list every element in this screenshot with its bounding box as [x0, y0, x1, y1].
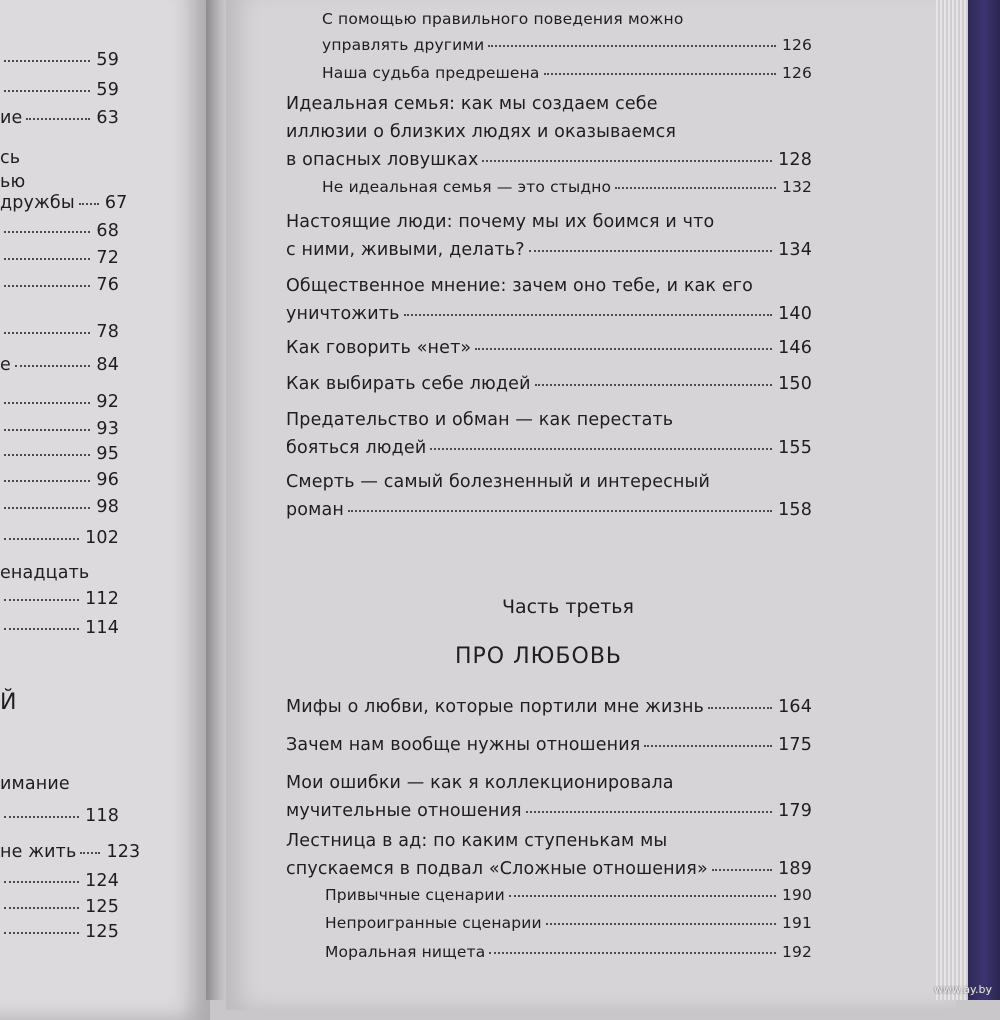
left-toc-row — [0, 922, 119, 942]
dot-leader — [4, 60, 90, 62]
toc-entry-title: Моральная нищета — [325, 943, 486, 961]
left-toc-page: 96 — [96, 470, 119, 490]
toc-entry — [325, 914, 812, 932]
dot-leader — [488, 45, 776, 47]
toc-entry-title: уничтожить — [286, 304, 400, 324]
dot-leader — [482, 160, 772, 162]
toc-entry-title: с ними, живыми, делать? — [286, 240, 525, 260]
toc-entry-line: Лестница в ад: по каким ступенькам мы — [286, 831, 668, 851]
left-toc-page: 67 — [104, 193, 128, 213]
toc-entry-title: бояться людей — [286, 438, 427, 458]
left-toc-page: 72 — [96, 248, 119, 268]
left-toc-page: 59 — [96, 50, 119, 70]
toc-entry-page: 164 — [778, 697, 812, 717]
dot-leader — [430, 448, 772, 450]
dot-leader — [4, 816, 79, 818]
dot-leader — [348, 510, 772, 512]
left-toc-row — [0, 355, 119, 375]
left-toc-text: сь — [0, 148, 21, 168]
left-toc-row — [0, 172, 119, 192]
toc-entry-line: Мои ошибки — как я коллекционировала — [286, 773, 674, 793]
toc-entry-page: 140 — [778, 304, 812, 324]
toc-entry-title: Как выбирать себе людей — [286, 374, 531, 394]
dot-leader — [404, 314, 773, 316]
dot-leader — [712, 869, 772, 871]
left-toc-text: ью — [0, 172, 26, 192]
part-label: Часть третья — [502, 596, 634, 618]
toc-entry — [286, 697, 812, 717]
dot-leader — [15, 365, 91, 367]
toc-entry — [286, 304, 812, 324]
left-toc-row — [0, 50, 119, 70]
left-toc-page: 92 — [96, 392, 119, 412]
toc-entry-title: Не идеальная семья — это стыдно — [322, 178, 612, 196]
left-toc-row — [0, 470, 119, 490]
left-toc-page: 95 — [96, 444, 119, 464]
book-cover-edge — [968, 0, 1000, 1000]
dot-leader — [526, 811, 773, 813]
toc-entry-page: 146 — [778, 338, 812, 358]
left-toc-page: 125 — [85, 922, 119, 942]
toc-entry-page: 132 — [781, 178, 812, 196]
toc-entry-line: С помощью правильного поведения можно — [322, 10, 684, 28]
toc-entry-page: 150 — [778, 374, 812, 394]
toc-entry — [325, 943, 812, 961]
dot-leader — [4, 402, 90, 404]
left-toc-row — [0, 444, 119, 464]
left-toc-text: е — [0, 355, 11, 375]
toc-entry-page: 192 — [781, 943, 812, 961]
dot-leader — [546, 923, 776, 925]
dot-leader — [4, 231, 90, 233]
left-toc-page: 112 — [85, 589, 119, 609]
toc-entry-title: мучительные отношения — [286, 801, 522, 821]
toc-entry-page: 158 — [778, 500, 812, 520]
left-toc-row — [0, 690, 40, 715]
left-toc-row — [0, 774, 119, 794]
left-toc-row — [0, 618, 119, 638]
toc-entry — [322, 36, 812, 54]
dot-leader — [4, 907, 79, 909]
toc-entry-title: роман — [286, 500, 344, 520]
left-toc-text: Й — [0, 690, 17, 715]
left-toc-row — [0, 497, 119, 517]
toc-entry-title: Мифы о любви, которые портили мне жизнь — [286, 697, 705, 717]
dot-leader — [708, 707, 772, 709]
page-edge — [936, 0, 970, 1000]
dot-leader — [4, 881, 79, 883]
left-toc-page: 84 — [96, 355, 119, 375]
left-toc-page: 125 — [85, 897, 119, 917]
toc-entry — [286, 240, 812, 260]
left-toc-page: 98 — [96, 497, 119, 517]
toc-entry-title: в опасных ловушках — [286, 150, 479, 170]
left-toc-row — [0, 108, 119, 128]
left-toc-page: 123 — [106, 842, 141, 862]
left-toc-row — [0, 248, 119, 268]
dot-leader — [4, 538, 79, 540]
toc-entry-page: 126 — [781, 36, 812, 54]
toc-entry-title: Как говорить «нет» — [286, 338, 472, 358]
left-toc-page: 63 — [96, 108, 119, 128]
toc-entry — [286, 374, 812, 394]
dot-leader — [4, 628, 79, 630]
toc-entry-line: Настоящие люди: почему мы их боимся и что — [286, 212, 715, 232]
toc-entry-page: 126 — [781, 64, 812, 82]
left-toc-page: 114 — [85, 618, 119, 638]
toc-entry-page: 155 — [778, 438, 812, 458]
dot-leader — [489, 952, 776, 954]
toc-entry-page: 128 — [778, 150, 812, 170]
dot-leader — [4, 258, 90, 260]
dot-leader — [4, 480, 90, 482]
left-toc-page: 76 — [96, 275, 119, 295]
left-toc-page: 59 — [96, 80, 119, 100]
toc-entry-page: 175 — [778, 735, 812, 755]
left-toc-row — [0, 221, 119, 241]
left-toc-text: дружбы — [0, 193, 75, 213]
toc-entry — [322, 178, 812, 196]
toc-entry-line: Предательство и обман — как перестать — [286, 410, 674, 430]
toc-entry — [322, 64, 812, 82]
toc-entry — [325, 886, 812, 904]
dot-leader — [529, 250, 772, 252]
dot-leader — [4, 285, 90, 287]
dot-leader — [4, 90, 90, 92]
toc-entry — [286, 338, 812, 358]
dot-leader — [4, 932, 79, 934]
dot-leader — [4, 454, 90, 456]
left-toc-page: 118 — [85, 806, 119, 826]
toc-entry-page: 179 — [778, 801, 812, 821]
toc-entry-title: Зачем нам вообще нужны отношения — [286, 735, 641, 755]
toc-entry-title: управлять другими — [322, 36, 485, 54]
left-toc-page: 124 — [85, 871, 119, 891]
left-toc-row — [0, 871, 119, 891]
left-toc-text: не жить — [0, 842, 77, 862]
toc-entry — [286, 438, 812, 458]
dot-leader — [544, 73, 776, 75]
left-toc-row — [0, 193, 128, 213]
toc-entry-line: иллюзии о близких людях и оказываемся — [286, 122, 677, 142]
left-toc-text: ие — [0, 108, 23, 128]
toc-entry-line: Смерть — самый болезненный и интересный — [286, 472, 711, 492]
toc-entry-page: 189 — [778, 859, 812, 879]
toc-entry-page: 190 — [781, 886, 812, 904]
toc-entry — [286, 150, 812, 170]
toc-entry — [286, 801, 812, 821]
left-toc-row — [0, 589, 119, 609]
left-toc-page: 102 — [85, 528, 119, 548]
dot-leader — [509, 895, 776, 897]
left-toc-page: 68 — [96, 221, 119, 241]
left-toc-row — [0, 563, 119, 583]
left-toc-row — [0, 528, 119, 548]
left-toc-row — [0, 392, 119, 412]
dot-leader — [80, 852, 100, 854]
dot-leader — [615, 187, 776, 189]
book-gutter — [206, 0, 228, 1000]
left-toc-row — [0, 275, 119, 295]
left-toc-row — [0, 322, 119, 342]
part-title: ПРО ЛЮБОВЬ — [455, 644, 623, 669]
dot-leader — [475, 348, 772, 350]
left-toc-row — [0, 842, 141, 862]
toc-entry-line: Идеальная семья: как мы создаем себе — [286, 94, 658, 114]
left-toc-row — [0, 806, 119, 826]
toc-entry — [286, 859, 812, 879]
dot-leader — [535, 384, 773, 386]
toc-entry — [286, 735, 812, 755]
dot-leader — [4, 429, 90, 431]
toc-entry-title: спускаемся в подвал «Сложные отношения» — [286, 859, 708, 879]
left-toc-row — [0, 897, 119, 917]
dot-leader — [4, 507, 90, 509]
left-toc-text: имание — [0, 774, 70, 794]
dot-leader — [4, 332, 90, 334]
dot-leader — [79, 203, 99, 205]
dot-leader — [26, 118, 90, 120]
left-toc-text: енадцать — [0, 563, 90, 583]
toc-entry-page: 134 — [778, 240, 812, 260]
dot-leader — [644, 745, 772, 747]
toc-entry-line: Общественное мнение: зачем оно тебе, и как его — [286, 276, 753, 296]
toc-entry-title: Непроигранные сценарии — [325, 914, 542, 932]
left-toc-row — [0, 80, 119, 100]
dot-leader — [4, 599, 79, 601]
left-toc-page: 78 — [96, 322, 119, 342]
watermark: www.ay.by — [933, 983, 992, 996]
left-toc-row — [0, 419, 119, 439]
toc-entry-title: Привычные сценарии — [325, 886, 505, 904]
toc-entry — [286, 500, 812, 520]
toc-entry-page: 191 — [781, 914, 812, 932]
left-toc-row — [0, 148, 119, 168]
left-toc-page: 93 — [96, 419, 119, 439]
toc-entry-title: Наша судьба предрешена — [322, 64, 540, 82]
